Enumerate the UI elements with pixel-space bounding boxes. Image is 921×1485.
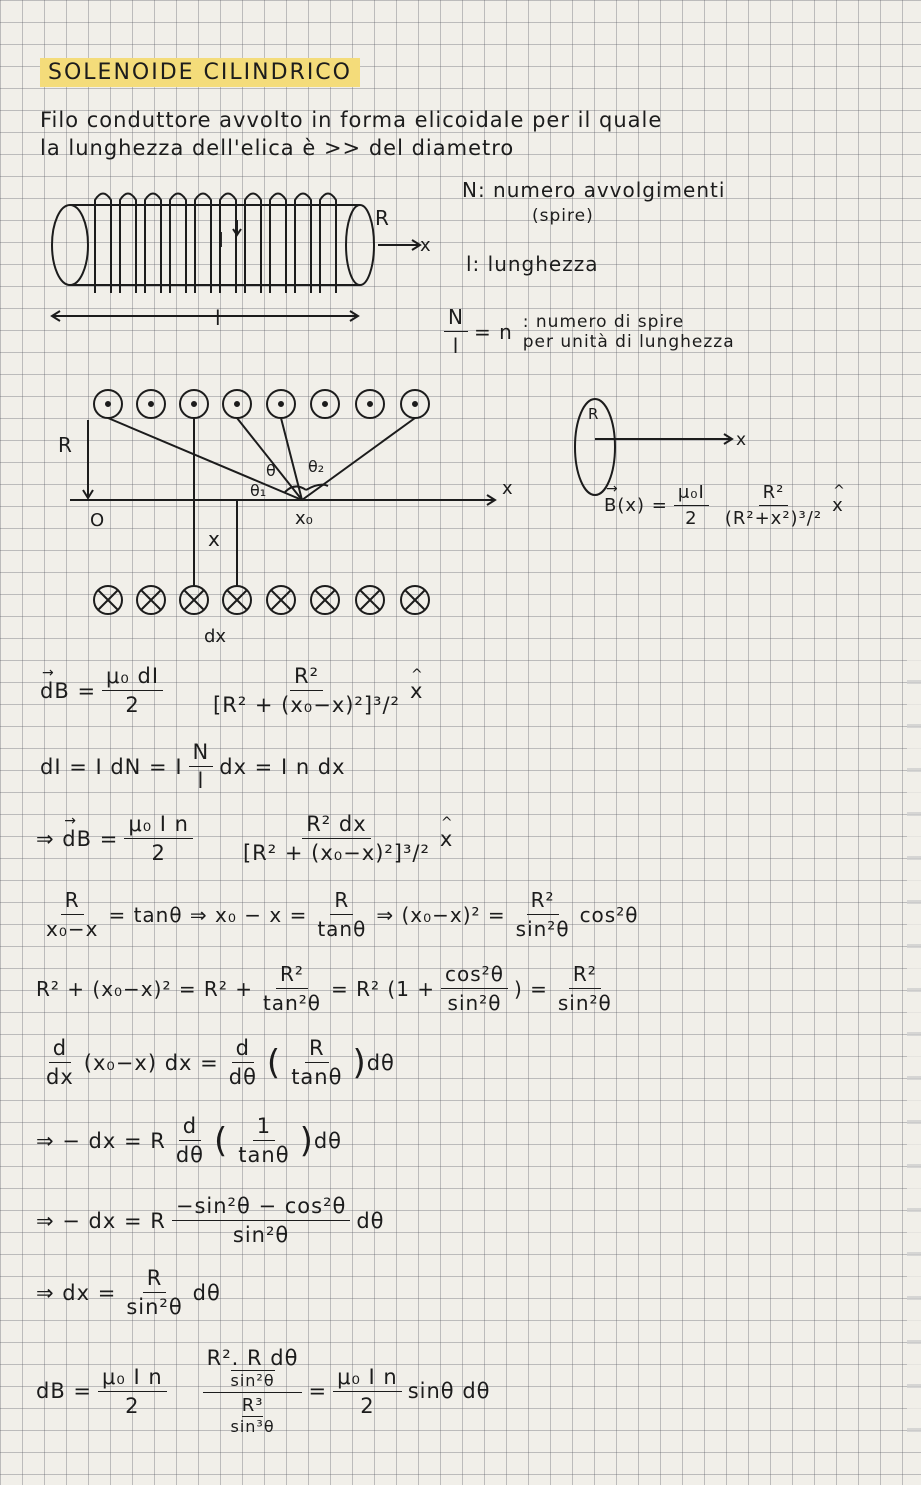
e10-eq: = <box>308 1379 328 1403</box>
e5-num3: R² <box>569 962 601 989</box>
e6-rparen: ) <box>352 1042 367 1083</box>
current-out-circles <box>94 390 429 418</box>
legend-N: N: numero avvolgimenti <box>462 178 726 202</box>
e8-num: −sin²θ − cos²θ <box>172 1194 351 1221</box>
e1-num2: R² <box>290 664 323 691</box>
e2-lhs: dI = I dN = I <box>40 754 183 779</box>
e1-lhs: → dB <box>40 679 70 703</box>
solenoid-diagram <box>40 175 440 335</box>
n-desc-line-2: per unità di lunghezza <box>522 331 735 352</box>
e5-num: R² <box>276 962 308 989</box>
equation-dB-n <box>36 812 453 865</box>
x0-label: x₀ <box>295 508 313 529</box>
e10-den3: 2 <box>360 1393 375 1418</box>
loop-B-num2: R² <box>759 482 789 506</box>
e4-num: R <box>61 888 84 915</box>
e6-den2: dθ <box>228 1065 257 1089</box>
e5-lhs: R² + (x₀−x)² = R² + <box>36 976 253 1001</box>
e7-num: d <box>179 1114 201 1141</box>
e10-den2c: sin³θ <box>230 1417 275 1436</box>
e6-den3: tanθ <box>291 1065 343 1089</box>
e1-num: μ₀ dI <box>102 664 163 691</box>
n-description <box>523 312 735 352</box>
e5-mid: = R² (1 + <box>331 976 436 1001</box>
e3-B: → dB <box>62 827 92 851</box>
e8-lhs: ⇒ − dx = R <box>36 1208 166 1233</box>
radius-label: R <box>375 206 389 230</box>
equation-dB-final <box>36 1346 491 1436</box>
e10-num2: R². R dθ <box>206 1346 299 1370</box>
n-fraction-den: l <box>452 334 460 358</box>
e7-den2: tanθ <box>238 1143 290 1167</box>
e9-tail: dθ <box>192 1280 221 1305</box>
length-label: l <box>215 306 221 330</box>
dx-label: dx <box>204 626 227 647</box>
n-fraction <box>444 305 468 358</box>
cross-section-diagram <box>40 380 540 650</box>
e10-num3: μ₀ I n <box>333 1365 402 1392</box>
e3-implies: ⇒ <box>36 826 55 851</box>
e10-den: 2 <box>125 1393 140 1418</box>
loop-field-formula <box>604 482 844 529</box>
theta2-label: θ₂ <box>308 457 325 476</box>
e7-rparen: ) <box>299 1120 314 1161</box>
legend-N-sub: (spire) <box>532 206 594 226</box>
e8-den: sin²θ <box>232 1223 290 1247</box>
e3-eq: = <box>99 826 119 851</box>
section-R-label: R <box>58 433 72 457</box>
e1-den2: [R² + (x₀−x)²]³/² <box>213 693 400 717</box>
legend-n-definition <box>438 305 735 358</box>
e5-num2: cos²θ <box>441 962 508 989</box>
page-title: SOLENOIDE CILINDRICO <box>40 58 360 87</box>
n-equals: = n <box>473 319 513 344</box>
notebook-binding-edge <box>907 650 921 1450</box>
theta1-label: θ₁ <box>250 481 267 500</box>
equation-dI <box>40 740 346 793</box>
e10-lhs: dB = <box>36 1379 93 1403</box>
equation-tan <box>36 888 638 941</box>
e7-tail: dθ <box>313 1128 343 1153</box>
e6-mid: (x₀−x) dx = <box>83 1050 219 1075</box>
loop-x-label: x <box>736 430 747 450</box>
e4-den: x₀−x <box>46 917 99 941</box>
e7-lhs: ⇒ − dx = R <box>36 1128 166 1153</box>
e6-num2: d <box>232 1036 254 1063</box>
e3-hat: ^ x <box>440 827 453 851</box>
theta-label: θ <box>266 461 276 480</box>
e6-lparen: ( <box>266 1042 282 1083</box>
e1-eq: = <box>77 678 97 703</box>
e4-den3: sin²θ <box>515 917 570 941</box>
equation-minus-dx-2 <box>36 1194 385 1247</box>
e5-den3: sin²θ <box>557 991 612 1015</box>
e5-den: tan²θ <box>262 991 321 1015</box>
e3-den: 2 <box>151 841 166 865</box>
e3-num: μ₀ I n <box>124 812 193 839</box>
equation-dB <box>40 664 423 717</box>
section-x-label: x <box>208 527 220 551</box>
e4-mid2: ⇒ (x₀−x)² = <box>376 902 506 927</box>
loop-B-den2: (R²+x²)³/² <box>724 508 823 529</box>
e1-den: 2 <box>125 693 140 717</box>
e1-hat: ^ x <box>410 679 423 703</box>
e8-tail: dθ <box>356 1208 385 1233</box>
e2-tail: dx = I n dx <box>219 754 346 779</box>
n-fraction-num: N <box>444 305 468 332</box>
equation-minus-dx-1 <box>36 1114 342 1167</box>
e7-lparen: ( <box>214 1120 229 1161</box>
e9-num: R <box>143 1266 167 1293</box>
e6-den: dx <box>46 1065 74 1089</box>
e4-mid: = tanθ ⇒ x₀ − x = <box>108 902 308 927</box>
e6-num: d <box>49 1036 71 1063</box>
loop-B-num1: μ₀I <box>674 482 709 506</box>
e4-num3: R² <box>527 888 559 915</box>
legend-l: l: lunghezza <box>466 252 599 276</box>
loop-xhat: ^ x <box>832 495 844 516</box>
current-in-circles <box>94 586 429 614</box>
current-label: I <box>218 228 224 252</box>
e10-den2b: R³ <box>241 1395 264 1416</box>
e7-den: dθ <box>175 1143 205 1167</box>
e2-den: l <box>197 769 205 793</box>
section-xaxis-label: x <box>502 478 513 499</box>
e3-num2: R² dx <box>302 812 370 839</box>
e6-num3: R <box>305 1036 329 1063</box>
origin-label: O <box>90 510 105 531</box>
e5-mid2: ) = <box>513 976 548 1001</box>
e7-num2: 1 <box>253 1114 275 1141</box>
e10-tail: sinθ dθ <box>407 1379 491 1403</box>
equation-dx <box>36 1266 221 1319</box>
intro-line-2: la lunghezza dell'elica è >> del diametro <box>40 136 515 160</box>
e5-den2: sin²θ <box>447 991 502 1015</box>
e4-tail: cos²θ <box>579 902 639 927</box>
e2-num: N <box>189 740 214 767</box>
e10-num: μ₀ I n <box>98 1365 167 1392</box>
x-axis-label: x <box>420 235 431 256</box>
e4-num2: R <box>330 888 353 915</box>
e9-den: sin²θ <box>126 1295 183 1319</box>
loop-R-label: R <box>588 405 599 423</box>
e10-den2a: sin²θ <box>230 1371 275 1390</box>
equation-derivative <box>36 1036 395 1089</box>
n-desc-line-1: : numero di spire <box>522 311 685 332</box>
e6-tail: dθ <box>366 1050 395 1075</box>
e3-den2: [R² + (x₀−x)²]³/² <box>242 841 430 865</box>
intro-line-1: Filo conduttore avvolto in forma elicoidale per il quale <box>40 108 663 132</box>
e9-lhs: ⇒ dx = <box>36 1280 117 1305</box>
equation-denominator <box>36 962 622 1015</box>
e4-den2: tanθ <box>317 917 367 941</box>
loop-B-den1: 2 <box>685 508 698 529</box>
loop-B-lhs: → B(x) = <box>604 495 668 516</box>
